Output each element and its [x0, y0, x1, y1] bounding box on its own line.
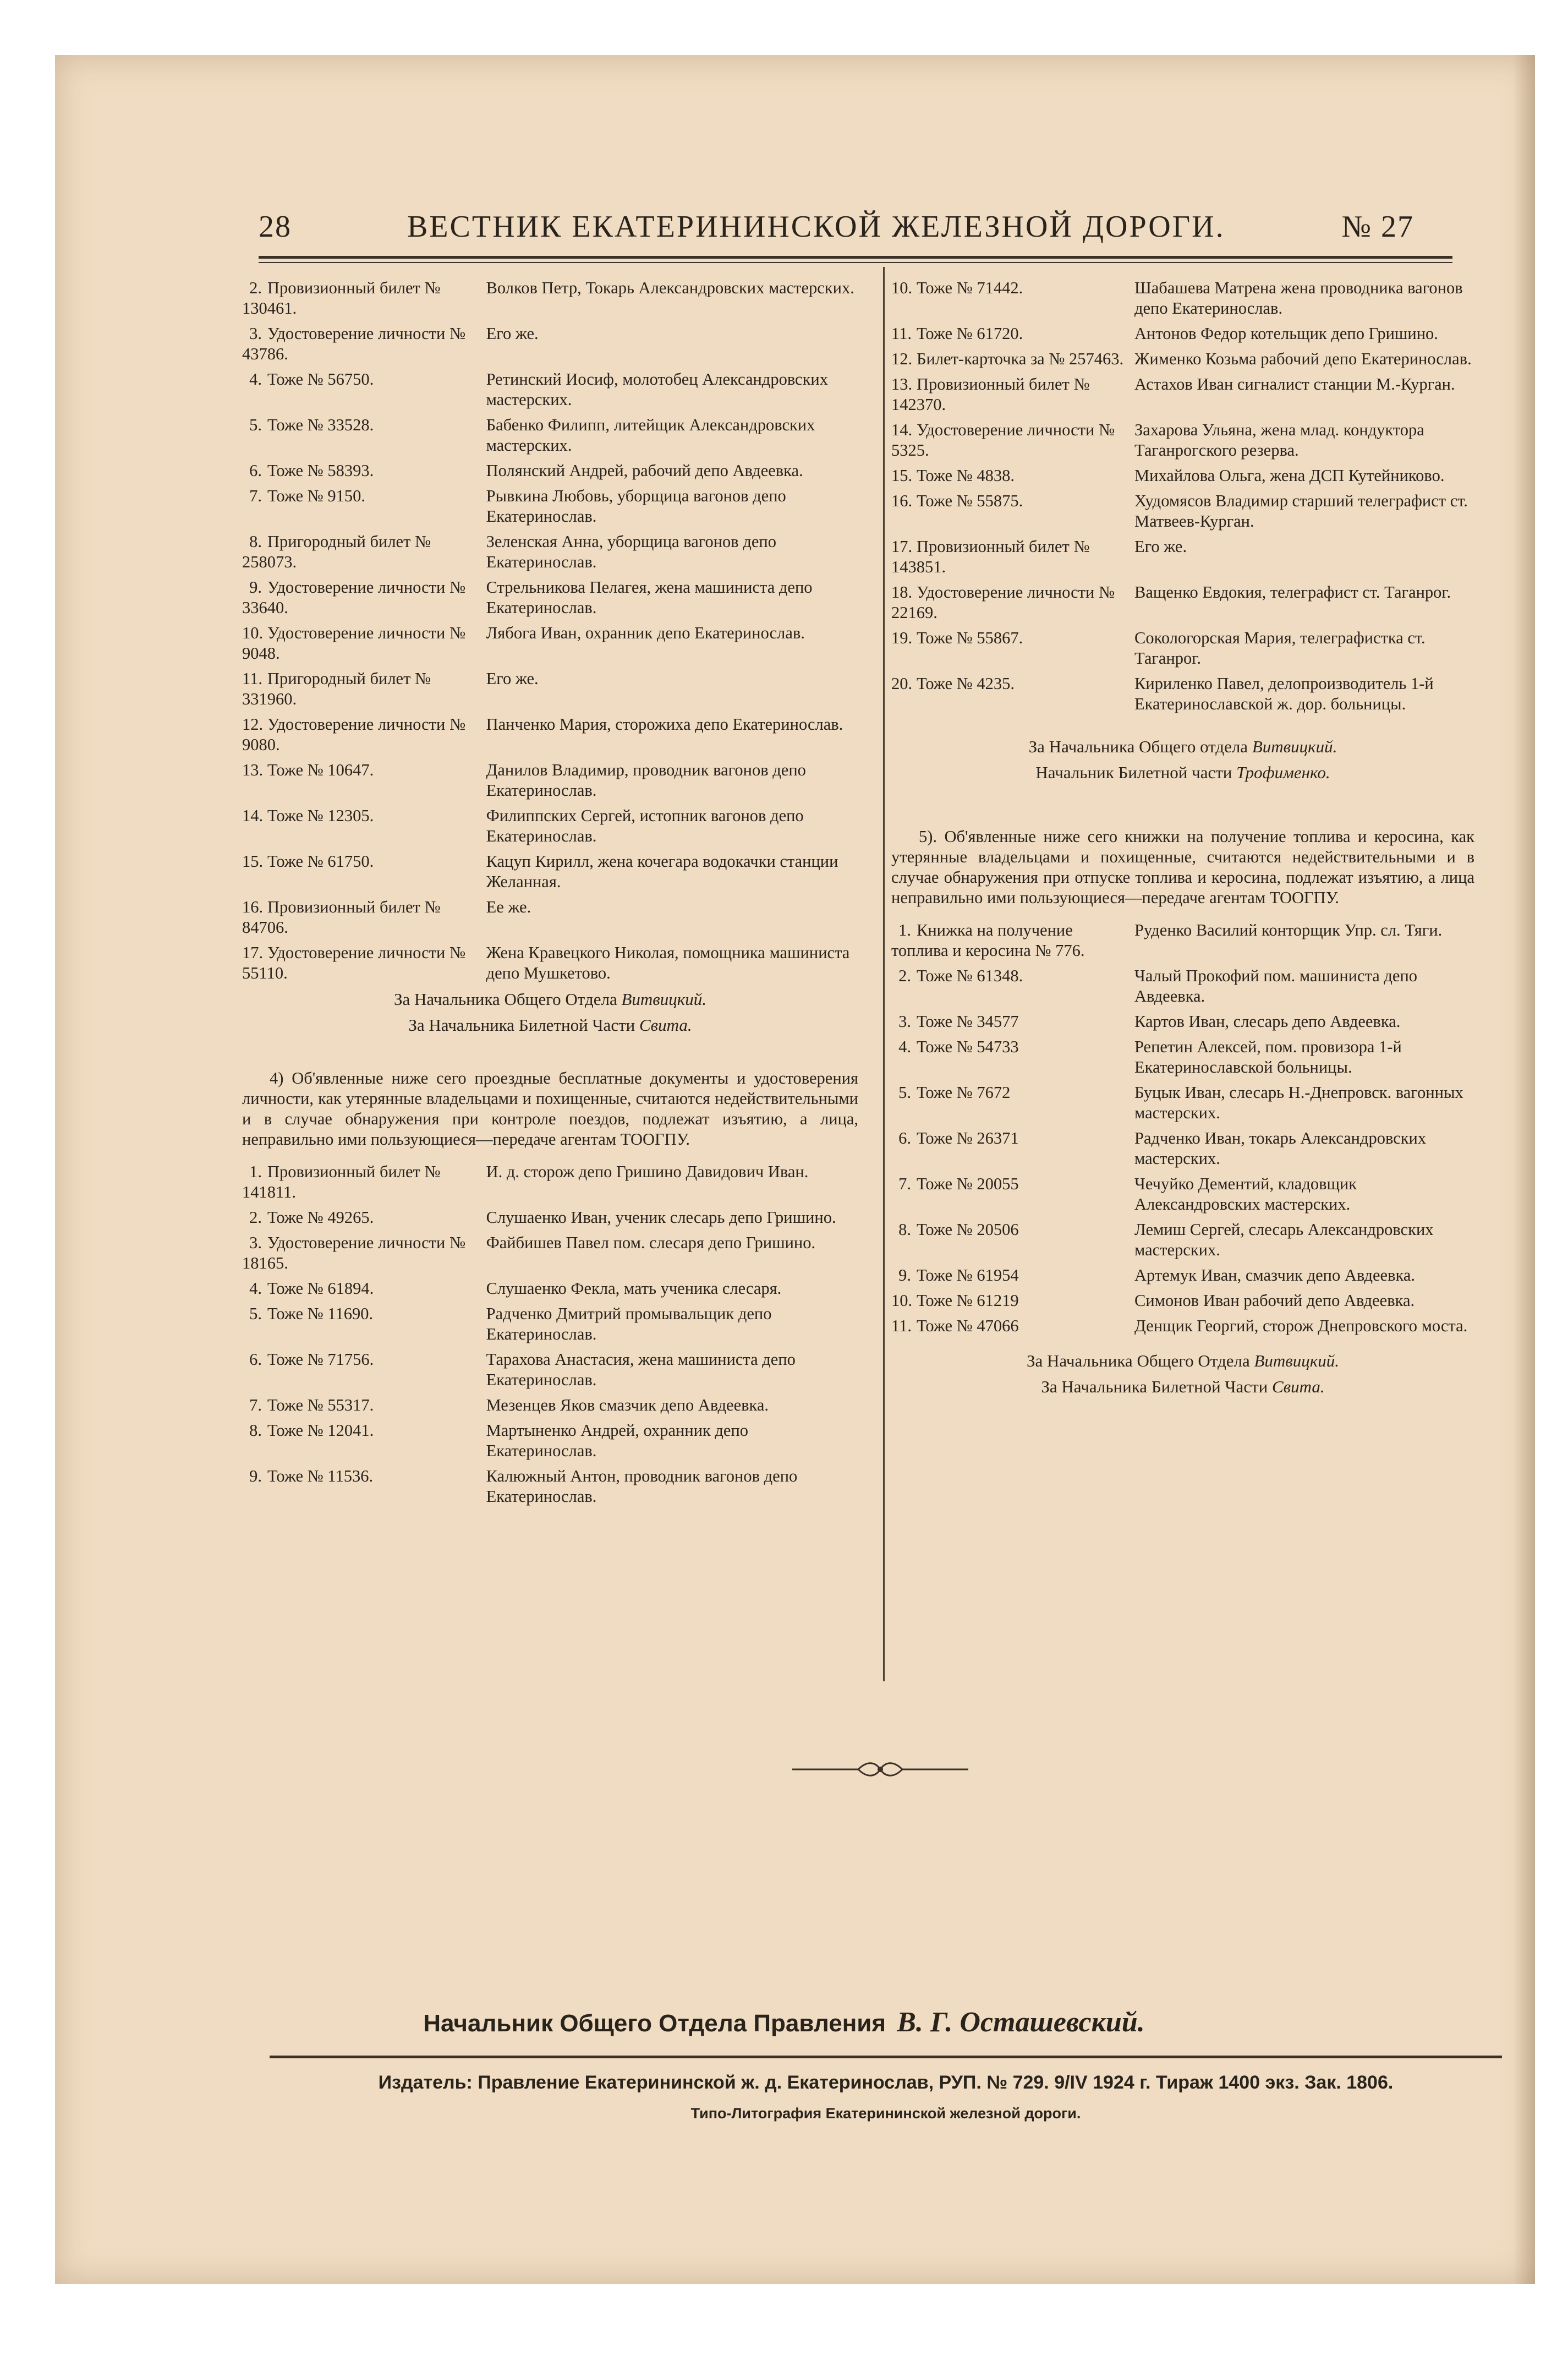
right-column — [891, 278, 1474, 1399]
entry-document-text: Тоже № 33528. — [267, 416, 374, 434]
list-item — [242, 1349, 858, 1390]
entry-person: Михайлова Ольга, жена ДСП Кутейниково. — [1134, 466, 1445, 485]
signature-name: Свита. — [639, 1015, 692, 1035]
entry-number: 6. — [898, 1129, 911, 1147]
entry-person: Чечуйко Дементий, кладовщик Александровских мастерских. — [1134, 1174, 1357, 1214]
list-item — [891, 582, 1474, 623]
header-rule — [259, 256, 1452, 259]
list-4 — [242, 1162, 858, 1507]
entry-number: 9. — [249, 1467, 262, 1485]
entry-number: 15. — [242, 852, 264, 871]
entry-document-text: Тоже № 34577 — [917, 1012, 1019, 1031]
list-item — [242, 369, 858, 410]
signature-b-2 — [891, 762, 1474, 783]
entry-document-text: Тоже № 61894. — [267, 1279, 374, 1298]
journal-title: ВЕСТНИК ЕКАТЕРИНИНСКОЙ ЖЕЛЕЗНОЙ ДОРОГИ. — [407, 210, 1225, 244]
ornament-divider-icon — [792, 1758, 968, 1780]
entry-document — [242, 415, 486, 456]
list-item — [242, 669, 858, 709]
entry-person: Файбишев Павел пом. слесаря депо Гришино. — [486, 1233, 816, 1252]
notice-5: 5). Об'явленные ниже сего книжки на получение топлива и керосина, как утерянные владельцами и похищенные, считаются недействительными и в случае обнаружения при отпуске топлива и керосина, подлежат изъятию, а лица неправильно ими пользующиеся—передаче агентам ТООГПУ. — [891, 827, 1474, 907]
list-item — [891, 1316, 1474, 1336]
entry-document-text: Тоже № 20055 — [917, 1174, 1019, 1193]
signature-label: За Начальника Общего Отдела — [393, 990, 617, 1009]
signature-label: За Начальника Общего Отдела — [1026, 1351, 1250, 1370]
entry-document-text: Тоже № 61750. — [267, 852, 374, 871]
list-item — [242, 461, 858, 481]
entry-person: Стрельникова Пелагея, жена машиниста депо Екатеринослав. — [486, 578, 813, 617]
list-item — [242, 714, 858, 755]
entry-person: Лемиш Сергей, слесарь Александровских мастерских. — [1134, 1220, 1434, 1259]
signature-label: За Начальника Билетной Части — [408, 1015, 635, 1035]
entry-document-text: Тоже № 7672 — [917, 1083, 1011, 1102]
entry-number: 18. — [891, 583, 913, 602]
list-item — [242, 324, 858, 364]
entry-number: 12. — [242, 715, 264, 734]
entry-document — [891, 466, 1134, 486]
signature-c-1 — [891, 1351, 1474, 1371]
signature-name: Трофименко. — [1236, 763, 1330, 782]
entry-document-text: Удостоверение личности № 9080. — [242, 715, 466, 754]
entry-document — [242, 760, 486, 801]
entry-person: Репетин Алексей, пом. провизора 1-й Екатеринославской больницы. — [1134, 1037, 1402, 1076]
entry-number: 4. — [898, 1037, 911, 1056]
entry-document — [242, 943, 486, 983]
entry-number: 7. — [249, 487, 262, 505]
entry-document — [242, 1395, 486, 1415]
list-item — [891, 920, 1474, 961]
entry-document — [242, 577, 486, 618]
list-item — [242, 1207, 858, 1228]
entry-person: Кацуп Кирилл, жена кочегара водокачки станции Желанная. — [486, 852, 838, 891]
list-item — [891, 491, 1474, 532]
entry-person: Волков Петр, Токарь Александровских мастерских. — [486, 278, 854, 297]
entry-document — [891, 349, 1134, 369]
footer-rule — [270, 2056, 1502, 2058]
entry-document-text: Тоже № 55317. — [267, 1396, 374, 1414]
entry-number: 7. — [898, 1174, 911, 1193]
entry-number: 17. — [891, 537, 913, 556]
signature-b-1 — [891, 736, 1474, 757]
entry-document — [891, 1291, 1134, 1311]
entry-person: Мартыненко Андрей, охранник депо Екатеринослав. — [486, 1421, 749, 1460]
entry-document-text: Тоже № 11536. — [267, 1467, 374, 1485]
entry-document-text: Удостоверение личности № 43786. — [242, 324, 466, 363]
entry-person: Полянский Андрей, рабочий депо Авдеевка. — [486, 461, 803, 480]
head-signature — [0, 2006, 1568, 2038]
entry-document-text: Удостоверение личности № 22169. — [891, 583, 1115, 622]
list-item — [891, 1174, 1474, 1215]
entry-document-text: Тоже № 26371 — [917, 1129, 1019, 1147]
entry-document — [891, 1128, 1134, 1169]
entry-number: 13. — [242, 761, 264, 779]
entry-number: 7. — [249, 1396, 262, 1414]
entry-number: 15. — [891, 466, 913, 485]
entry-document — [242, 369, 486, 410]
entry-number: 2. — [249, 278, 262, 297]
issue-number: № 27 — [1341, 210, 1414, 244]
entry-number: 2. — [898, 966, 911, 985]
list-a — [242, 278, 858, 983]
entry-document-text: Тоже № 56750. — [267, 370, 374, 389]
entry-number: 10. — [891, 278, 913, 297]
entry-document-text: Тоже № 20506 — [917, 1220, 1019, 1239]
entry-number: 5. — [249, 416, 262, 434]
entry-document-text: Удостоверение личности № 5325. — [891, 420, 1115, 460]
imprint-line-2: Типо-Литография Екатерининской железной дороги. — [690, 2105, 1081, 2122]
entry-document — [242, 623, 486, 664]
entry-document — [891, 1174, 1134, 1215]
entry-number: 8. — [249, 532, 262, 551]
entry-document-text: Удостоверение личности № 55110. — [242, 943, 466, 982]
entry-person: И. д. сторож депо Гришино Давидович Иван. — [486, 1162, 809, 1181]
entry-person: Симонов Иван рабочий депо Авдеевка. — [1134, 1291, 1415, 1310]
entry-number: 11. — [242, 669, 262, 688]
list-item — [891, 966, 1474, 1007]
entry-person: Худомясов Владимир старший телеграфист ст. Матвеев-Курган. — [1134, 491, 1468, 531]
entry-person: Панченко Мария, сторожиха депо Екатеринослав. — [486, 715, 843, 734]
entry-person: Филиппских Сергей, истопник вагонов депо Екатеринослав. — [486, 806, 804, 845]
entry-document-text: Тоже № 12305. — [267, 806, 374, 825]
entry-document-text: Тоже № 61720. — [917, 324, 1023, 343]
list-5 — [891, 920, 1474, 1336]
entry-document — [891, 324, 1134, 344]
entry-number: 9. — [898, 1266, 911, 1285]
entry-person: Шабашева Матрена жена проводника вагонов депо Екатеринослав. — [1134, 278, 1463, 318]
entry-document-text: Тоже № 11690. — [267, 1304, 374, 1323]
entry-document — [891, 1083, 1134, 1123]
list-item — [242, 1466, 858, 1507]
entry-document-text: Билет-карточка за № 257463. — [917, 349, 1124, 368]
entry-number: 11. — [891, 324, 912, 343]
entry-number: 8. — [898, 1220, 911, 1239]
notice-4: 4) Об'явленные ниже сего проездные бесплатные документы и удостоверения личности, как утерянные владельцами и похищенные, считаются недействительными и в случае обнаружения при контроле поездов, подлежат изъятию, а лица, неправильно ими пользующиеся—передаче агентам ТООГПУ. — [242, 1069, 858, 1149]
head-signature-label: Начальник Общего Отдела Правления — [423, 2010, 886, 2037]
entry-document — [891, 537, 1134, 577]
entry-document — [891, 966, 1134, 1007]
entry-person: Слушаенко Фекла, мать ученика слесаря. — [486, 1279, 782, 1298]
entry-document-text: Тоже № 12041. — [267, 1421, 374, 1440]
entry-document — [242, 1233, 486, 1274]
entry-document-text: Провизионный билет № 142370. — [891, 375, 1090, 414]
list-item — [891, 674, 1474, 714]
entry-person: Чалый Прокофий пом. машиниста депо Авдеевка. — [1134, 966, 1418, 1005]
signature-name: Витвицкий. — [1252, 737, 1337, 756]
entry-document-text: Тоже № 4235. — [917, 674, 1015, 693]
entry-person: Антонов Федор котельщик депо Гришино. — [1134, 324, 1438, 343]
entry-document-text: Провизионный билет № 141811. — [242, 1162, 441, 1201]
entry-document-text: Тоже № 4838. — [917, 466, 1015, 485]
signature-label: За Начальника Общего отдела — [1028, 737, 1248, 756]
entry-document-text: Провизионный билет № 84706. — [242, 898, 441, 937]
entry-document-text: Тоже № 61348. — [917, 966, 1023, 985]
entry-document — [242, 669, 486, 709]
entry-person: Тарахова Анастасия, жена машиниста депо Екатеринослав. — [486, 1350, 796, 1389]
entry-number: 11. — [891, 1316, 912, 1335]
entry-document-text: Тоже № 71442. — [917, 278, 1023, 297]
entry-person: Захарова Ульяна, жена млад. кондуктора Таганрогского резерва. — [1134, 420, 1424, 460]
entry-number: 16. — [242, 898, 264, 916]
entry-person: Слушаенко Иван, ученик слесарь депо Гришино. — [486, 1208, 836, 1227]
signature-a-1 — [242, 989, 858, 1009]
list-item — [242, 1420, 858, 1461]
entry-document-text: Тоже № 54733 — [917, 1037, 1019, 1056]
entry-document — [242, 1349, 486, 1390]
entry-person: Кириленко Павел, делопроизводитель 1-й Екатеринославской ж. дор. больницы. — [1134, 674, 1434, 713]
signature-name: Витвицкий. — [621, 990, 706, 1009]
entry-person: Мезенцев Яков смазчик депо Авдеевка. — [486, 1396, 769, 1414]
entry-document-text: Тоже № 61219 — [917, 1291, 1019, 1310]
entry-number: 10. — [891, 1291, 913, 1310]
signature-label: За Начальника Билетной Части — [1041, 1377, 1268, 1396]
entry-number: 4. — [249, 370, 262, 389]
entry-number: 3. — [249, 324, 262, 343]
entry-document — [242, 486, 486, 527]
entry-document — [891, 582, 1134, 623]
list-item — [891, 1037, 1474, 1078]
entry-person: Зеленская Анна, уборщица вагонов депо Екатеринослав. — [486, 532, 776, 571]
entry-person: Жименко Козьма рабочий депо Екатеринослав. — [1134, 349, 1472, 368]
list-item — [242, 532, 858, 572]
entry-person: Жена Кравецкого Николая, помощника машиниста депо Мушкетово. — [486, 943, 850, 982]
entry-document-text: Удостоверение личности № 9048. — [242, 624, 466, 663]
entry-document-text: Провизионный билет № 143851. — [891, 537, 1090, 576]
entry-number: 19. — [891, 628, 913, 647]
entry-person: Его же. — [486, 669, 539, 688]
list-item — [891, 466, 1474, 486]
list-item — [242, 278, 858, 319]
entry-number: 20. — [891, 674, 913, 693]
list-item — [242, 577, 858, 618]
list-item — [242, 1162, 858, 1203]
list-item — [242, 1233, 858, 1274]
list-item — [891, 324, 1474, 344]
entry-document — [891, 278, 1134, 319]
list-item — [242, 623, 858, 664]
entry-document — [242, 324, 486, 364]
entry-person: Его же. — [486, 324, 539, 343]
list-item — [891, 420, 1474, 461]
entry-number: 6. — [249, 1350, 262, 1369]
list-item — [891, 537, 1474, 577]
signature-label: Начальник Билетной части — [1035, 763, 1232, 782]
entry-document-text: Книжка на получение топлива и керосина № 776. — [891, 921, 1085, 960]
list-item — [242, 1278, 858, 1299]
entry-number: 5. — [249, 1304, 262, 1323]
entry-document — [891, 1012, 1134, 1032]
signature-c-2 — [891, 1376, 1474, 1397]
list-b — [891, 278, 1474, 714]
entry-document — [242, 1420, 486, 1461]
entry-document — [891, 628, 1134, 669]
page-header — [259, 209, 1414, 248]
list-item — [891, 278, 1474, 319]
entry-document — [242, 1466, 486, 1507]
entry-document — [891, 374, 1134, 415]
entry-person: Буцык Иван, слесарь Н.-Днепровск. вагонных мастерских. — [1134, 1083, 1463, 1122]
imprint-line-1: Издатель: Правление Екатерининской ж. д. Екатеринослав, РУП. № 729. 9/IV 1924 г. Тираж 1400 экз. Зак. 1806. — [378, 2072, 1394, 2093]
entry-document-text: Тоже № 47066 — [917, 1316, 1019, 1335]
entry-number: 16. — [891, 491, 913, 510]
entry-document — [242, 461, 486, 481]
list-item — [891, 1265, 1474, 1286]
entry-person: Денщик Георгий, сторож Днепровского моста. — [1134, 1316, 1468, 1335]
entry-person: Лябога Иван, охранник депо Екатеринослав. — [486, 624, 805, 642]
entry-document — [242, 1162, 486, 1203]
entry-person: Радченко Дмитрий промывальщик депо Екатеринослав. — [486, 1304, 772, 1343]
entry-document — [242, 1207, 486, 1228]
entry-document-text: Тоже № 49265. — [267, 1208, 374, 1227]
head-signature-name: В. Г. Осташевский. — [897, 2007, 1145, 2038]
entry-document-text: Пригородный билет № 258073. — [242, 532, 431, 571]
entry-document — [891, 420, 1134, 461]
entry-document — [891, 920, 1134, 961]
entry-document-text: Тоже № 55875. — [917, 491, 1023, 510]
list-item — [891, 1012, 1474, 1032]
list-item — [242, 486, 858, 527]
left-column — [242, 278, 858, 1512]
list-item — [242, 760, 858, 801]
entry-document-text: Провизионный билет № 130461. — [242, 278, 441, 318]
column-divider — [883, 267, 885, 1681]
entry-document — [242, 851, 486, 892]
entry-document — [891, 1265, 1134, 1286]
entry-document-text: Пригородный билет № 331960. — [242, 669, 431, 708]
page-number: 28 — [259, 210, 292, 244]
entry-person: Астахов Иван сигналист станции М.-Курган. — [1134, 375, 1455, 393]
signature-name: Витвицкий. — [1254, 1351, 1339, 1370]
entry-document — [242, 714, 486, 755]
entry-person: Калюжный Антон, проводник вагонов депо Екатеринослав. — [486, 1467, 798, 1506]
entry-person: Бабенко Филипп, литейщик Александровских мастерских. — [486, 416, 815, 455]
entry-document — [891, 1316, 1134, 1336]
list-item — [242, 1395, 858, 1415]
entry-number: 14. — [891, 420, 913, 439]
entry-person: Руденко Василий конторщик Упр. сл. Тяги. — [1134, 921, 1443, 939]
entry-document-text: Тоже № 10647. — [267, 761, 374, 779]
entry-number: 12. — [891, 349, 913, 368]
entry-person: Ретинский Иосиф, молотобец Александровских мастерских. — [486, 370, 828, 409]
list-item — [242, 897, 858, 938]
signature-a-2 — [242, 1015, 858, 1035]
entry-document — [891, 491, 1134, 532]
entry-document — [242, 532, 486, 572]
entry-document — [242, 278, 486, 319]
entry-number: 3. — [249, 1233, 262, 1252]
entry-person: Рывкина Любовь, уборщица вагонов депо Екатеринослав. — [486, 487, 786, 526]
entry-document — [891, 1037, 1134, 1078]
entry-person: Радченко Иван, токарь Александровских мастерских. — [1134, 1129, 1427, 1168]
list-item — [891, 349, 1474, 369]
list-item — [891, 1291, 1474, 1311]
entry-document-text: Тоже № 61954 — [917, 1266, 1019, 1285]
list-item — [242, 943, 858, 983]
entry-number: 1. — [249, 1162, 262, 1181]
entry-document-text: Удостоверение личности № 18165. — [242, 1233, 466, 1272]
entry-document-text: Тоже № 71756. — [267, 1350, 374, 1369]
entry-number: 9. — [249, 578, 262, 597]
header-rule-thin — [259, 262, 1452, 263]
entry-number: 2. — [249, 1208, 262, 1227]
list-item — [242, 806, 858, 846]
entry-number: 6. — [249, 461, 262, 480]
entry-person: Его же. — [1134, 537, 1187, 556]
signature-name: Свита. — [1271, 1377, 1325, 1396]
entry-document-text: Тоже № 9150. — [267, 487, 366, 505]
list-item — [242, 415, 858, 456]
entry-document-text: Тоже № 55867. — [917, 628, 1023, 647]
list-item — [891, 1128, 1474, 1169]
entry-person: Данилов Владимир, проводник вагонов депо Екатеринослав. — [486, 761, 806, 800]
entry-document-text: Тоже № 58393. — [267, 461, 374, 480]
list-item — [242, 1304, 858, 1345]
list-item — [891, 1083, 1474, 1123]
entry-number: 17. — [242, 943, 264, 962]
entry-number: 8. — [249, 1421, 262, 1440]
entry-person: Картов Иван, слесарь депо Авдеевка. — [1134, 1012, 1401, 1031]
entry-person: Ее же. — [486, 898, 531, 916]
entry-number: 3. — [898, 1012, 911, 1031]
entry-number: 13. — [891, 375, 913, 393]
entry-document — [242, 1278, 486, 1299]
entry-document-text: Удостоверение личности № 33640. — [242, 578, 466, 617]
entry-number: 4. — [249, 1279, 262, 1298]
entry-document — [242, 1304, 486, 1345]
entry-document — [891, 674, 1134, 714]
list-item — [891, 628, 1474, 669]
list-item — [891, 1220, 1474, 1260]
entry-person: Сокологорская Мария, телеграфистка ст. Таганрог. — [1134, 628, 1426, 668]
list-item — [891, 374, 1474, 415]
entry-number: 5. — [898, 1083, 911, 1102]
entry-document — [242, 806, 486, 846]
entry-person: Артемук Иван, смазчик депо Авдеевка. — [1134, 1266, 1416, 1285]
entry-number: 14. — [242, 806, 264, 825]
list-item — [242, 851, 858, 892]
entry-person: Ващенко Евдокия, телеграфист ст. Таганрог. — [1134, 583, 1451, 602]
entry-number: 10. — [242, 624, 264, 642]
entry-document — [891, 1220, 1134, 1260]
entry-document — [242, 897, 486, 938]
entry-number: 1. — [898, 921, 911, 939]
